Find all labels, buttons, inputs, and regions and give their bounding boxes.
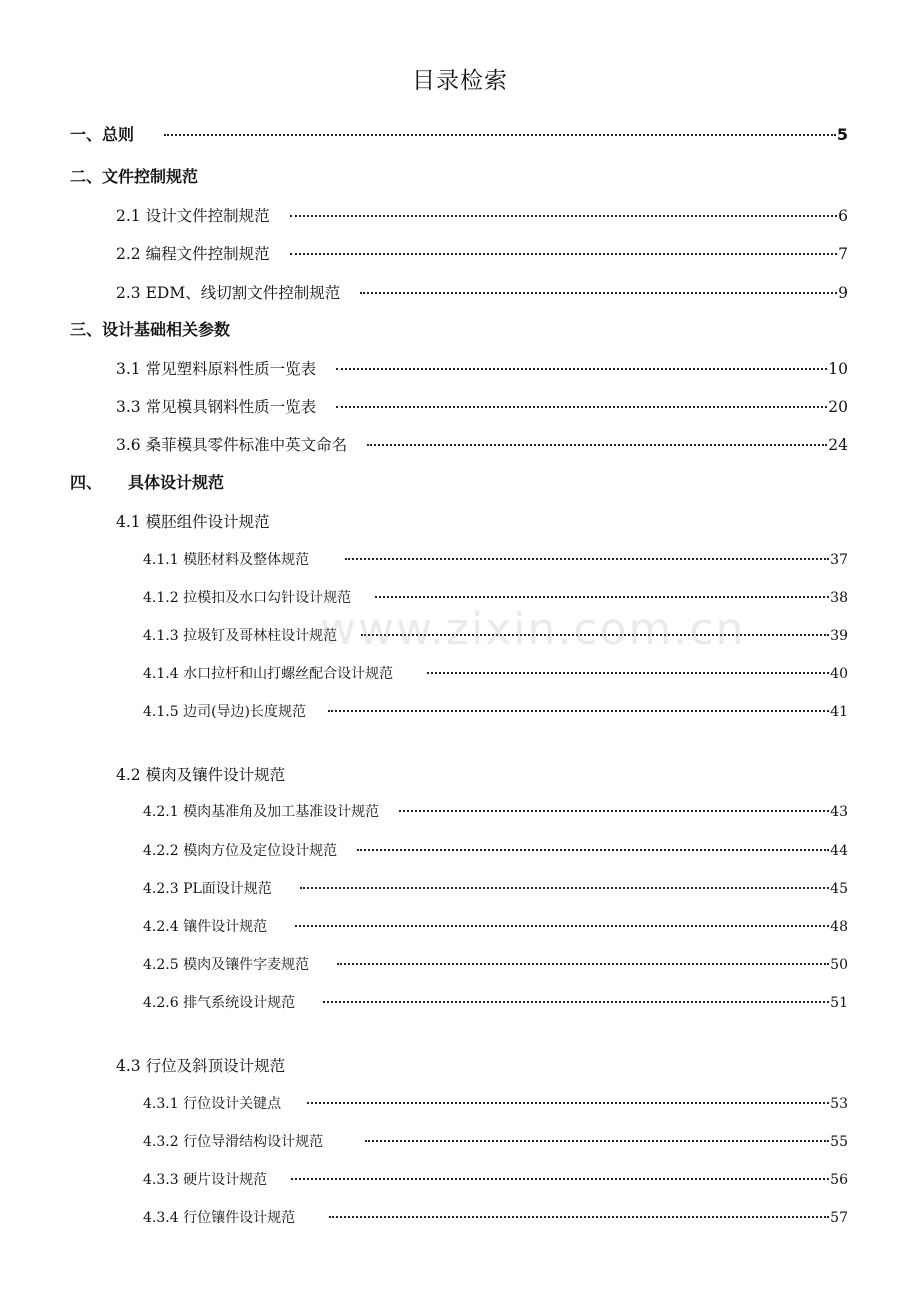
toc-page-number: 53: [830, 1096, 848, 1112]
toc-label: 4.2.1 模肉基准角及加工基准设计规范: [143, 804, 380, 820]
toc-label: 4.3.3 硬片设计规范: [143, 1172, 268, 1188]
section-heading[interactable]: [70, 470, 224, 493]
toc-page-number: 40: [830, 666, 848, 682]
toc-entry[interactable]: [116, 242, 848, 264]
toc-entry[interactable]: [143, 954, 848, 974]
leader-dots: [307, 1102, 829, 1104]
toc-page-number: 41: [830, 704, 848, 720]
toc-entry[interactable]: [70, 122, 848, 145]
leader-dots: [295, 925, 829, 927]
toc-entry[interactable]: [143, 549, 848, 569]
toc-label: 2.1 设计文件控制规范: [116, 207, 270, 225]
toc-page-number: 56: [830, 1172, 848, 1188]
toc-entry[interactable]: [143, 878, 848, 898]
toc-page-number: 39: [830, 628, 848, 644]
leader-dots: [323, 1001, 829, 1003]
toc-entry[interactable]: [143, 1207, 848, 1227]
toc-page-number: 37: [830, 552, 848, 568]
toc-page-number: 43: [830, 804, 848, 820]
leader-dots: [164, 134, 836, 136]
toc-page-number: 50: [830, 957, 848, 973]
toc-label: 3.1 常见塑料原料性质一览表: [116, 360, 317, 378]
toc-entry[interactable]: [143, 1131, 848, 1151]
toc-page-number: 57: [830, 1210, 848, 1226]
leader-dots: [337, 963, 829, 965]
toc-entry[interactable]: [116, 433, 848, 455]
leader-dots: [290, 215, 838, 217]
toc-label: 4.2.3 PL面设计规范: [143, 881, 272, 897]
toc-entry[interactable]: [143, 840, 848, 860]
toc-page-number: 7: [838, 245, 848, 263]
toc-page-number: 38: [830, 590, 848, 606]
toc-label: 4.2.4 镶件设计规范: [143, 919, 268, 935]
toc-entry[interactable]: [143, 663, 848, 683]
toc-label: 4.3.4 行位镶件设计规范: [143, 1210, 296, 1226]
leader-dots: [365, 1140, 829, 1142]
leader-dots: [367, 444, 827, 446]
leader-dots: [291, 1178, 829, 1180]
toc-page-number: 44: [830, 843, 848, 859]
toc-page-number: 5: [836, 125, 848, 144]
toc-page-number: 51: [830, 995, 848, 1011]
leader-dots: [290, 253, 838, 255]
toc-page-number: 55: [830, 1134, 848, 1150]
toc-entry[interactable]: [143, 992, 848, 1012]
leader-dots: [360, 292, 837, 294]
toc-entry[interactable]: [116, 204, 848, 226]
toc-label: 4.1.1 模胚材料及整体规范: [143, 552, 310, 568]
toc-page-number: 24: [828, 436, 848, 454]
toc-label: 4.1.4 水口拉杆和山打螺丝配合设计规范: [143, 666, 394, 682]
toc-label: 2.3 EDM、线切割文件控制规范: [116, 284, 341, 302]
toc-entry[interactable]: [116, 395, 848, 417]
leader-dots: [328, 710, 829, 712]
leader-dots: [399, 810, 829, 812]
leader-dots: [329, 1216, 829, 1218]
toc-entry[interactable]: [143, 1093, 848, 1113]
leader-dots: [375, 596, 829, 598]
toc-page-number: 10: [828, 360, 848, 378]
toc-entry[interactable]: [143, 916, 848, 936]
subsection-heading[interactable]: 4.1 模胚组件设计规范: [116, 513, 270, 531]
leader-dots: [357, 849, 829, 851]
toc-page-number: 20: [828, 398, 848, 416]
toc-entry[interactable]: [143, 701, 848, 721]
section-heading[interactable]: 二、文件控制规范: [70, 167, 199, 186]
toc-page-number: 45: [830, 881, 848, 897]
toc-label: 4.2.2 模肉方位及定位设计规范: [143, 843, 338, 859]
leader-dots: [427, 672, 829, 674]
toc-label: 4.1.3 拉圾钉及哥林柱设计规范: [143, 628, 338, 644]
toc-page-number: 6: [838, 207, 848, 225]
toc-label: 4.3.1 行位设计关键点: [143, 1096, 282, 1112]
toc-entry[interactable]: [143, 1169, 848, 1189]
watermark: www.zixin.com.cn: [320, 604, 746, 655]
toc-label: 4.3.2 行位导滑结构设计规范: [143, 1134, 324, 1150]
subsection-heading[interactable]: 4.3 行位及斜顶设计规范: [116, 1057, 286, 1075]
toc-label: 一、总则: [70, 125, 135, 144]
leader-dots: [336, 368, 827, 370]
leader-dots: [300, 887, 829, 889]
section-number: 四、: [70, 473, 103, 492]
leader-dots: [336, 406, 827, 408]
toc-label: 4.2.5 模肉及镶件字麦规范: [143, 957, 310, 973]
toc-page-number: 9: [838, 284, 848, 302]
toc-label: 3.6 桑菲模具零件标准中英文命名: [116, 436, 348, 454]
toc-label: 4.1.5 边司(导边)长度规范: [143, 704, 306, 720]
toc-label: 3.3 常见模具钢料性质一览表: [116, 398, 317, 416]
leader-dots: [345, 558, 829, 560]
section-title: 具体设计规范: [128, 473, 225, 492]
toc-page-number: 48: [830, 919, 848, 935]
toc-label: 4.1.2 拉模扣及水口勾针设计规范: [143, 590, 352, 606]
toc-entry[interactable]: [143, 801, 848, 821]
page-title: 目录检索: [412, 68, 508, 94]
toc-label: 4.2.6 排气系统设计规范: [143, 995, 296, 1011]
toc-label: 2.2 编程文件控制规范: [116, 245, 270, 263]
toc-entry[interactable]: [116, 281, 848, 303]
subsection-heading[interactable]: 4.2 模肉及镶件设计规范: [116, 766, 286, 784]
section-heading[interactable]: 三、设计基础相关参数: [70, 320, 231, 339]
toc-entry[interactable]: [116, 357, 848, 379]
